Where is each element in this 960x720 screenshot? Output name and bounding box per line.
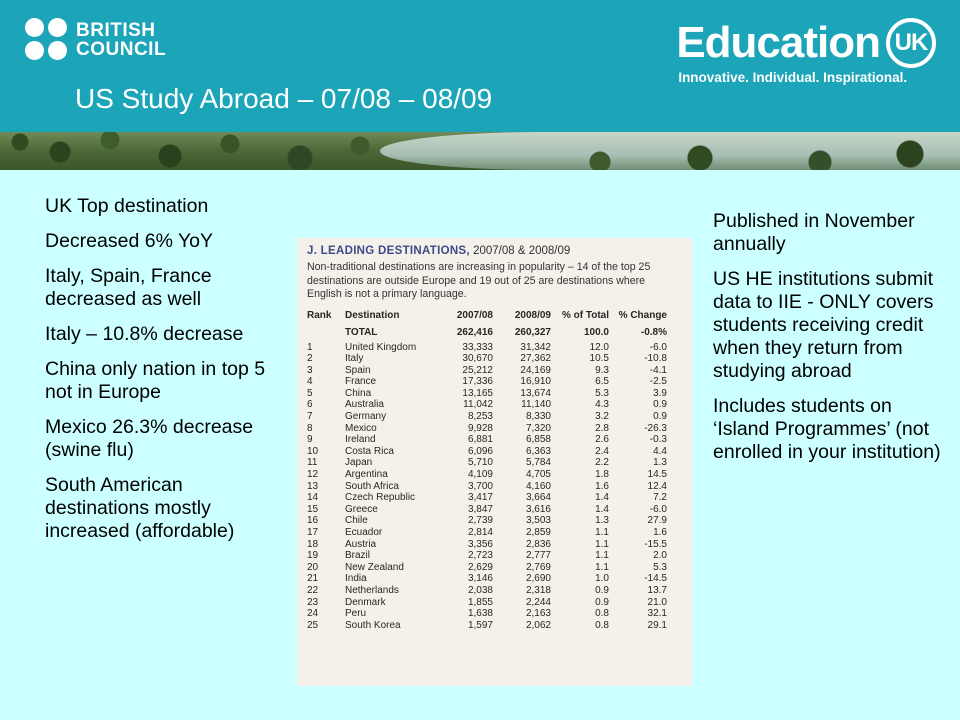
education-tagline: Innovative. Individual. Inspirational. [678, 70, 908, 85]
table-row [307, 365, 682, 377]
table-row [307, 446, 682, 458]
right-point: Published in November annually [713, 210, 915, 255]
table-cell: Austria [345, 538, 377, 550]
table-cell: Mexico [345, 422, 377, 434]
table-heading [307, 244, 682, 258]
table-row [307, 342, 682, 354]
table-row [307, 597, 682, 609]
table-cell: 6.5 [595, 376, 609, 388]
table-cell: 7 [307, 411, 313, 423]
table-header-cell: 2008/09 [514, 309, 551, 321]
table-cell: France [345, 376, 377, 388]
table-cell: 1,638 [467, 608, 493, 620]
table-cell: 1.1 [595, 561, 609, 573]
table-cell: 3.2 [595, 411, 609, 423]
slide-title: US Study Abroad – 07/08 – 08/09 [75, 83, 493, 114]
table-cell: Chile [345, 515, 368, 527]
table-row [307, 457, 682, 469]
table-cell: 2,038 [467, 584, 493, 596]
table-cell: 24 [307, 608, 319, 620]
table-cell: 4.3 [595, 399, 609, 411]
left-bullet-list [45, 195, 290, 555]
table-cell: Germany [345, 411, 387, 423]
table-cell: 13,165 [462, 387, 493, 399]
table-cell: 27,362 [520, 353, 551, 365]
table-row [307, 492, 682, 504]
table-cell: 3,616 [525, 503, 551, 515]
table-cell: 4 [307, 376, 313, 388]
table-row [307, 608, 682, 620]
british-council-wordmark: BRITISH COUNCIL [76, 20, 167, 60]
table-cell: 2,318 [525, 584, 551, 596]
table-cell: Ecuador [345, 527, 383, 538]
table-cell: 3 [307, 364, 313, 376]
table-cell: 0.9 [653, 399, 667, 411]
table-cell: 2,836 [525, 538, 551, 550]
table-cell: 3.9 [653, 387, 667, 399]
leading-destinations-table [297, 238, 692, 686]
table-cell: -14.5 [644, 573, 667, 585]
british-council-dots-icon [25, 18, 69, 62]
right-bullet-list [713, 210, 948, 476]
table-total-row [307, 324, 682, 342]
table-cell: 5 [307, 387, 313, 399]
education-uk-logo [676, 18, 936, 85]
table-cell: TOTAL [345, 326, 378, 338]
table-cell: 12 [307, 469, 319, 481]
table-row [307, 504, 682, 516]
left-point: Mexico 26.3% decrease (swine flu) [45, 416, 254, 461]
table-cell: 6 [307, 399, 313, 411]
table-cell: 1,855 [467, 596, 493, 608]
header-bar [0, 0, 960, 132]
table-cell: 2,244 [525, 596, 551, 608]
table-cell: Denmark [345, 596, 386, 608]
table-cell: 0.9 [595, 584, 609, 596]
table-cell: 3,664 [525, 492, 551, 504]
uk-circle-icon: UK [886, 18, 936, 68]
table-body [307, 342, 682, 632]
table-cell: Japan [345, 457, 373, 469]
table-row [307, 573, 682, 585]
table-header-row [307, 310, 682, 324]
table-header-cell: 2007/08 [456, 309, 493, 321]
table-cell: 30,670 [462, 353, 493, 365]
table-cell: 15 [307, 503, 319, 515]
table-cell: 1.4 [595, 503, 609, 515]
table-cell: 13,674 [520, 387, 551, 399]
table-cell: 6,858 [525, 434, 551, 446]
table-cell: 4.4 [653, 445, 667, 457]
table-header-cell: Rank [307, 309, 332, 321]
table-cell: 1.6 [653, 527, 667, 538]
table-cell: 2,163 [525, 608, 551, 620]
table-cell: 2,777 [525, 550, 551, 562]
table-cell: Czech Republic [345, 492, 416, 504]
table-row [307, 562, 682, 574]
table-cell: 9.3 [595, 364, 609, 376]
table-cell: 3,146 [467, 573, 493, 585]
table-row [307, 399, 682, 411]
left-point: Italy, Spain, France decreased as well [45, 265, 212, 310]
table-cell: 5,784 [525, 457, 551, 469]
table-cell: 1.6 [595, 480, 609, 492]
table-cell: 1.1 [595, 538, 609, 550]
table-cell: 2,814 [467, 527, 493, 538]
table-cell: 4,160 [525, 480, 551, 492]
table-cell: Italy [345, 353, 364, 365]
table-cell: 2,739 [467, 515, 493, 527]
table-cell: 8,330 [525, 411, 551, 423]
table-cell: 4,705 [525, 469, 551, 481]
table-cell: -10.8 [644, 353, 667, 365]
table-subtitle: 2007/08 & 2008/09 [473, 245, 571, 257]
table-cell: Greece [345, 503, 378, 515]
table-cell: China [345, 387, 372, 399]
table-header-cell: % of Total [561, 309, 609, 321]
left-point: China only nation in top 5 not in Europe [45, 358, 266, 403]
table-cell: 3,847 [467, 503, 493, 515]
table-cell: Netherlands [345, 584, 399, 596]
table-cell: 7,320 [525, 422, 551, 434]
table-cell: 25 [307, 619, 319, 631]
table-cell: 262,416 [456, 326, 493, 338]
table-cell: 16 [307, 515, 319, 527]
table-cell: 4,109 [467, 469, 493, 481]
table-cell: -4.1 [649, 364, 667, 376]
table-cell: 6,881 [467, 434, 493, 446]
table-row [307, 515, 682, 527]
table-cell: 3,503 [525, 515, 551, 527]
table-cell: 5.3 [595, 387, 609, 399]
left-point: Italy – 10.8% decrease [45, 323, 244, 345]
table-label: J. LEADING DESTINATIONS, [307, 245, 470, 257]
table-cell: Australia [345, 399, 384, 411]
table-cell: 17,336 [462, 376, 493, 388]
table-cell: 20 [307, 561, 319, 573]
table-cell: 18 [307, 538, 319, 550]
table-cell: India [345, 573, 367, 585]
table-cell: 12.0 [589, 341, 609, 353]
table-cell: 2.8 [595, 422, 609, 434]
table-cell: 0.8 [595, 619, 609, 631]
table-cell: 2 [307, 353, 313, 365]
table-cell: 1.3 [595, 515, 609, 527]
table-cell: Ireland [345, 434, 376, 446]
table-cell: South Africa [345, 480, 399, 492]
table-cell: -0.8% [640, 326, 667, 338]
table-cell: 14.5 [647, 469, 667, 481]
table-cell: -2.5 [649, 376, 667, 388]
table-cell: South Korea [345, 619, 401, 631]
table-row [307, 469, 682, 481]
table-cell: 1.4 [595, 492, 609, 504]
table-cell: 11,140 [521, 399, 551, 411]
table-row [307, 423, 682, 435]
table-cell: Argentina [345, 469, 388, 481]
table-row [307, 481, 682, 493]
table-row [307, 411, 682, 423]
table-cell: 2,769 [525, 561, 551, 573]
landscape-banner [0, 132, 960, 170]
british-council-logo [25, 18, 166, 62]
table-cell: 6,363 [525, 445, 551, 457]
table-cell: 9 [307, 434, 313, 446]
left-point: UK Top destination [45, 195, 209, 217]
table-cell: 16,910 [520, 376, 551, 388]
table-cell: 29.1 [647, 619, 667, 631]
table-header-cell: % Change [618, 309, 667, 321]
table-cell: 22 [307, 584, 319, 596]
table-cell: 3,356 [467, 538, 493, 550]
table-cell: Spain [345, 364, 371, 376]
table-cell: 2,723 [467, 550, 493, 562]
table-cell: 19 [307, 550, 319, 562]
table-cell: 3,417 [467, 492, 493, 504]
table-cell: 21.0 [647, 596, 667, 608]
table-cell: 7.2 [653, 492, 667, 504]
left-point: South American destinations mostly increased (affordable) [45, 474, 235, 542]
table-cell: 31,342 [520, 341, 551, 353]
table-cell: -15.5 [644, 538, 667, 550]
table-cell: 5.3 [653, 561, 667, 573]
table-cell: United Kingdom [345, 341, 417, 353]
table-cell: 33,333 [462, 341, 493, 353]
table-cell: 1 [307, 341, 313, 353]
table-cell: 2,690 [525, 573, 551, 585]
table-cell: 2.0 [653, 550, 667, 562]
table-cell: 100.0 [583, 326, 609, 338]
table-cell: 3,700 [467, 480, 493, 492]
table-cell: 1.8 [595, 469, 609, 481]
table-header-cell: Destination [345, 309, 400, 321]
table-row [307, 388, 682, 400]
table-cell: 13 [307, 480, 319, 492]
table-cell: 2,062 [525, 619, 551, 631]
table-cell: 2,859 [525, 527, 551, 538]
table-cell: 12.4 [647, 480, 667, 492]
table-cell: 1.1 [595, 550, 609, 562]
table-cell: 5,710 [467, 457, 493, 469]
table-row [307, 539, 682, 551]
table-cell: 27.9 [647, 515, 667, 527]
table-cell: 1.3 [653, 457, 667, 469]
table-cell: 2.2 [595, 457, 609, 469]
right-point: US HE institutions submit data to IIE - ONLY covers students receiving credit when they return from studying abroad [713, 268, 934, 382]
table-cell: 260,327 [514, 326, 551, 338]
table-cell: New Zealand [345, 561, 404, 573]
table-cell: 23 [307, 596, 319, 608]
table-cell: 2.4 [595, 445, 609, 457]
table-cell: 11,042 [463, 399, 493, 411]
table-row [307, 353, 682, 365]
table-cell: -6.0 [649, 341, 667, 353]
table-cell: 2.6 [595, 434, 609, 446]
table-cell: 21 [307, 573, 319, 585]
table-cell: 10 [307, 445, 319, 457]
table-cell: 1,597 [467, 619, 493, 631]
table-cell: 32.1 [647, 608, 667, 620]
right-point: Includes students on ‘Island Programmes’ (not enrolled in your institution) [713, 395, 941, 463]
table-cell: 2,629 [467, 561, 493, 573]
table-row [307, 620, 682, 632]
table-cell: -26.3 [644, 422, 667, 434]
table-row [307, 376, 682, 388]
table-cell: 1.0 [595, 573, 609, 585]
table-row [307, 550, 682, 562]
table-cell: 17 [307, 527, 319, 538]
table-cell: 1.1 [595, 527, 609, 538]
table-cell: 6,096 [467, 445, 493, 457]
table-cell: 0.9 [595, 596, 609, 608]
table-cell: 10.5 [589, 353, 609, 365]
left-point: Decreased 6% YoY [45, 230, 214, 252]
table-cell: 25,212 [462, 364, 493, 376]
table-cell: Costa Rica [345, 445, 394, 457]
table-row [307, 585, 682, 597]
table-cell: 24,169 [520, 364, 551, 376]
table-row [307, 434, 682, 446]
table-cell: 0.8 [595, 608, 609, 620]
table-cell: 14 [307, 492, 319, 504]
table-cell: -6.0 [649, 503, 667, 515]
education-wordmark: Education [676, 18, 880, 67]
table-cell: Brazil [345, 550, 371, 562]
table-cell: 13.7 [647, 584, 667, 596]
table-cell: 8,253 [467, 411, 493, 423]
table-cell: 0.9 [653, 411, 667, 423]
table-cell: 11 [307, 457, 318, 469]
table-cell: 8 [307, 422, 313, 434]
table-row [307, 527, 682, 539]
table-description: Non-traditional destinations are increasing in popularity – 14 of the top 25 destinations are outside Europe and 19 out of 25 are destinations where English is not a primary language. [307, 261, 651, 300]
table-cell: -0.3 [649, 434, 667, 446]
table-cell: 9,928 [467, 422, 493, 434]
table-cell: Peru [345, 608, 367, 620]
